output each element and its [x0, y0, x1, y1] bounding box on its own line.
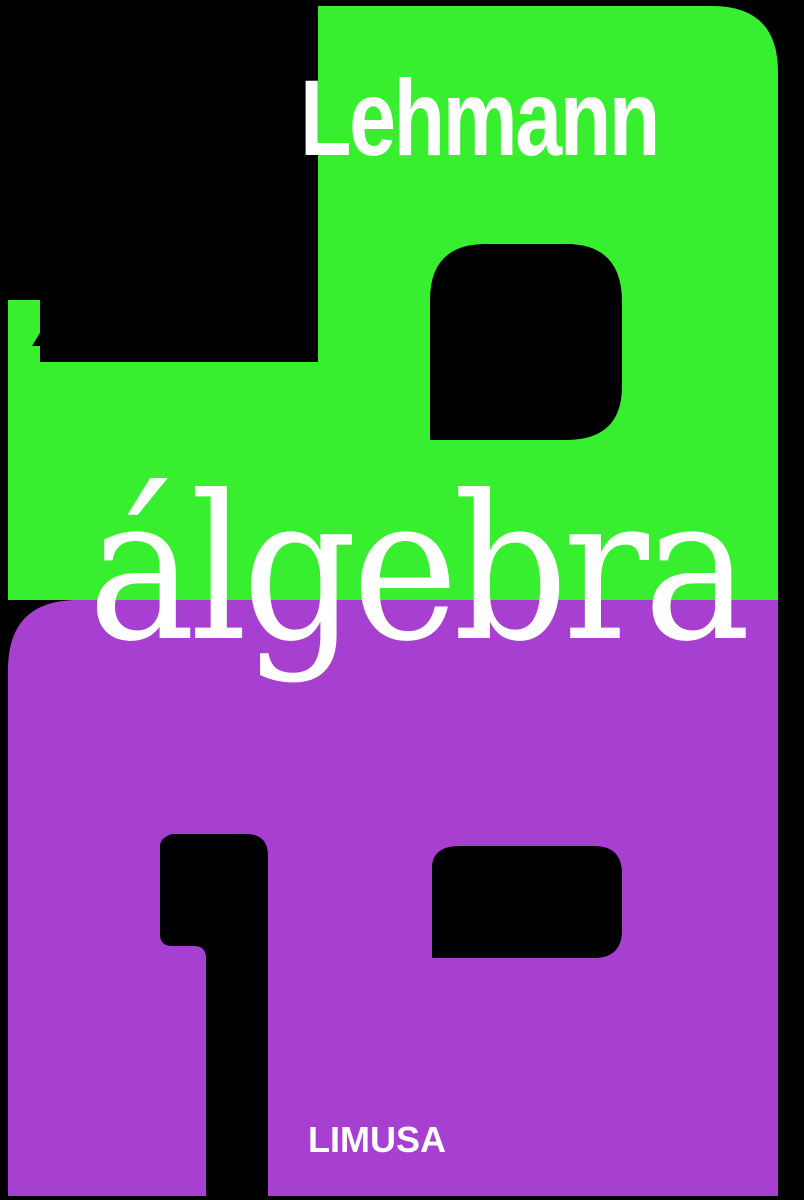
- b-lower-counter-shape: [432, 846, 622, 958]
- book-title: álgebra: [88, 453, 746, 686]
- top-strip-shape: [0, 0, 804, 6]
- green-corner-shape: [8, 300, 40, 362]
- publisher-name: LIMUSA: [308, 1119, 446, 1160]
- left-strip-shape: [0, 0, 8, 1200]
- right-strip-shape: [778, 0, 804, 1200]
- author-name: Lehmann: [300, 57, 659, 178]
- purple-block-shape: [8, 600, 778, 1196]
- b-upper-counter-shape: [430, 244, 622, 440]
